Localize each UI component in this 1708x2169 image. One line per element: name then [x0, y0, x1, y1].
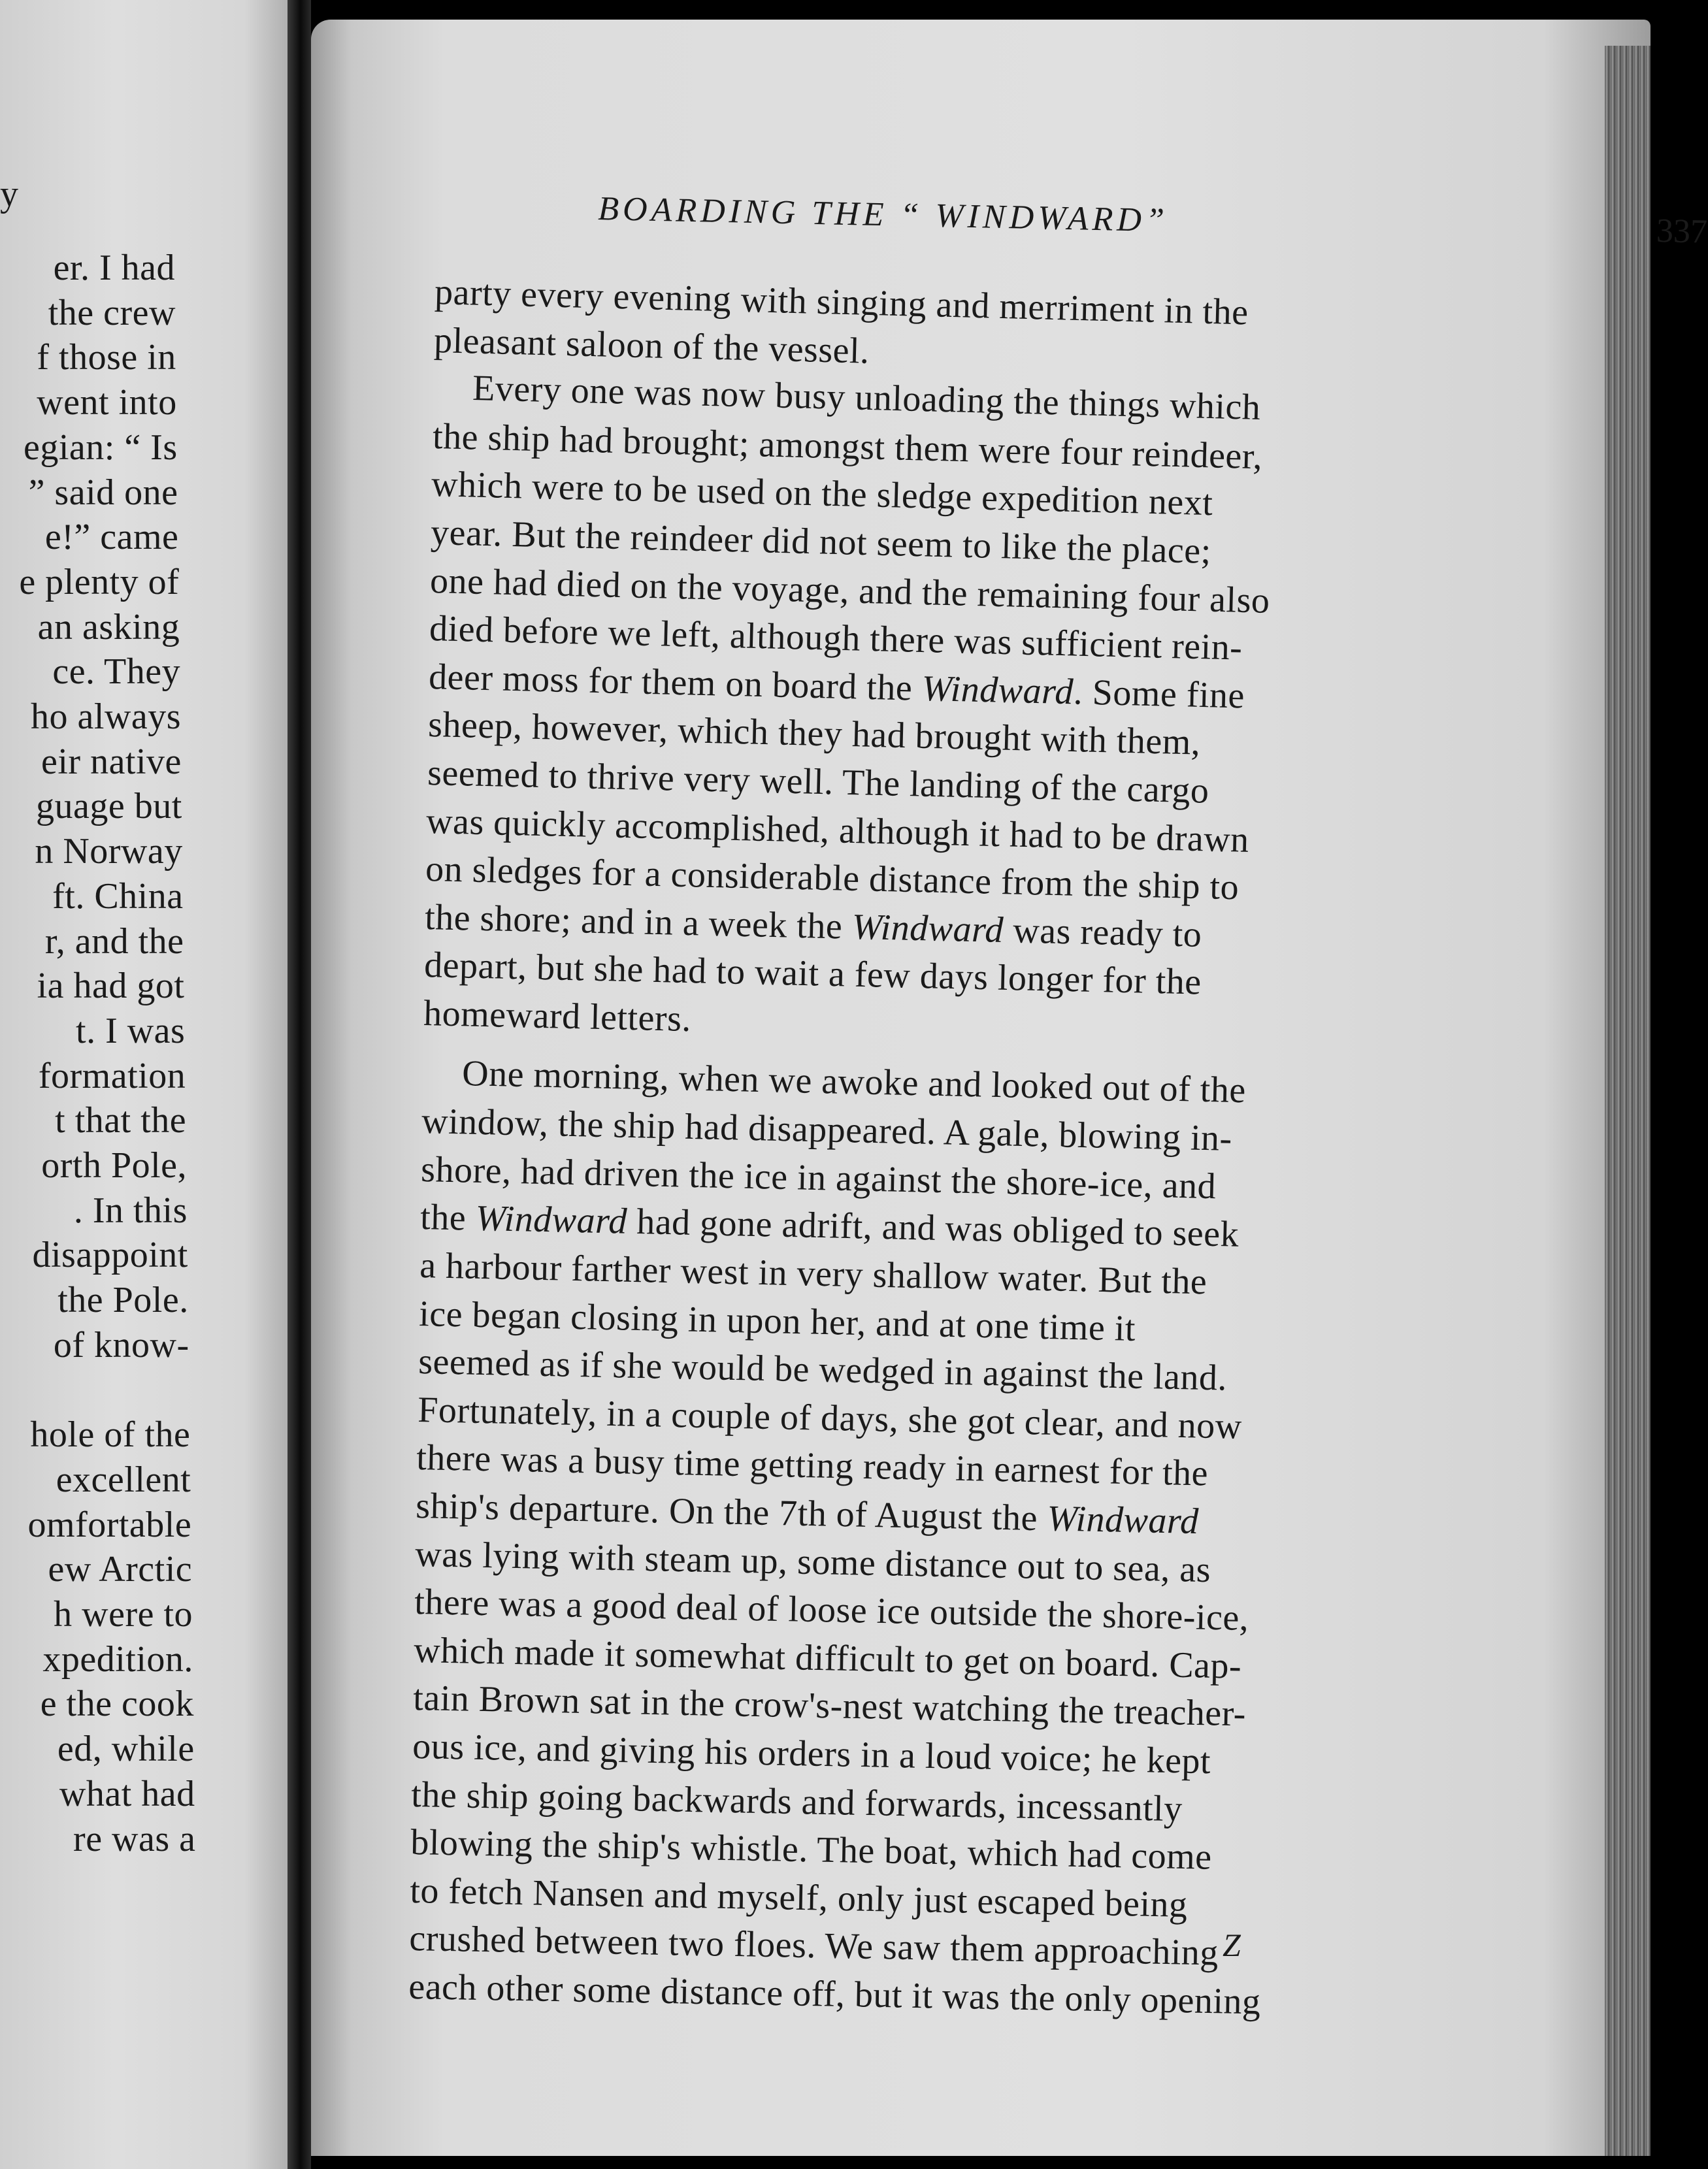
ship-name: Windward: [475, 1198, 628, 1243]
page-edges: [1605, 46, 1651, 2156]
text-line: was quickly accomplished, although it had to be drawn: [425, 800, 1250, 860]
text-line: ship's departure. On the 7th of August the Windward: [415, 1485, 1200, 1542]
text-line: to fetch Nansen and myself, only just escaped being: [409, 1870, 1189, 1925]
left-text-line: e!” came: [44, 517, 179, 558]
left-text-line: t that the: [55, 1100, 187, 1141]
left-text-line: e the cook: [40, 1684, 194, 1725]
left-text-line: omfortable: [27, 1504, 192, 1545]
text-line: ice began closing in upon her, and at one time it: [418, 1293, 1136, 1349]
left-text-line: f those in: [37, 337, 176, 378]
text-line: was lying with steam up, some distance out to sea, as: [414, 1533, 1211, 1590]
ship-name: Windward: [851, 906, 1004, 951]
text-line: window, the ship had disappeared. A gale, blowing in-: [421, 1101, 1233, 1160]
page-number: 337: [1656, 212, 1708, 251]
text-line: Every one was now busy unloading the things which: [472, 368, 1261, 429]
text-line: ous ice, and giving his orders in a loud voice; he kept: [412, 1725, 1211, 1782]
left-text-line: . In this: [73, 1190, 188, 1231]
text-line: there was a busy time getting ready in earnest for the: [416, 1437, 1209, 1494]
left-text-line: ft. China: [52, 875, 184, 917]
running-head-title: BOARDING THE “ WINDWARD”: [597, 189, 1169, 240]
text-line: blowing the ship's whistle. The boat, which had come: [410, 1822, 1213, 1878]
left-text-line: orth Pole,: [41, 1145, 187, 1186]
left-text-line: re was a: [73, 1818, 196, 1859]
text-line: sheep, however, which they had brought with them,: [427, 704, 1201, 764]
left-text-line: ” said one: [28, 472, 178, 513]
text-line: a harbour farther west in very shallow water. But the: [419, 1245, 1207, 1303]
text-line: pleasant saloon of the vessel.: [433, 319, 870, 372]
ship-name: Windward: [1047, 1498, 1200, 1542]
running-head: [597, 189, 1708, 251]
text-line: depart, but she had to wait a few days longer for the: [423, 945, 1202, 1003]
text-line: crushed between two floes. We saw them approaching: [408, 1918, 1219, 1974]
text-line: there was a good deal of loose ice outside the shore-ice,: [414, 1582, 1249, 1639]
left-text-line: formation: [38, 1055, 186, 1096]
text-line: homeward letters.: [423, 992, 692, 1040]
text-line: one had died on the voyage, and the remaining four also: [429, 560, 1271, 621]
right-page: [311, 20, 1708, 2156]
text-line: shore, had driven the ice in against the shore-ice, and: [420, 1149, 1217, 1207]
left-text-line: h were to: [54, 1594, 193, 1635]
text-line: year. But the reindeer did not seem to like the place;: [430, 512, 1212, 572]
left-text-line: hole of the: [30, 1414, 191, 1456]
text-line: deer moss for them on board the Windward. Some fine: [428, 656, 1245, 717]
left-text-line: disappoint: [32, 1235, 188, 1276]
left-text-line: e plenty of: [19, 561, 180, 602]
text-line: One morning, when we awoke and looked out of the: [461, 1052, 1246, 1111]
text-line: the ship had brought; amongst them were four reindeer,: [431, 416, 1263, 478]
left-text-line: r, and the: [44, 921, 184, 962]
left-text-line: n Norway: [35, 831, 183, 872]
text-line: which were to be used on the sledge expedition next: [431, 464, 1214, 524]
left-text-line: guage but: [36, 786, 182, 827]
text-line: each other some distance off, but it was the only opening: [408, 1966, 1261, 2023]
left-text-line: egian: “ Is: [23, 427, 178, 468]
book-spine: [287, 0, 311, 2169]
text-line: the Windward had gone adrift, and was obliged to seek: [419, 1197, 1240, 1256]
text-line: seemed as if she would be wedged in against the land.: [418, 1341, 1228, 1399]
left-text-line: ia had got: [37, 966, 185, 1007]
left-text-line: eir native: [41, 741, 182, 782]
signature-mark: Z: [1223, 1927, 1241, 1963]
left-text-line: went into: [37, 382, 177, 423]
left-text-line: ed, while: [57, 1729, 195, 1770]
left-text-line: ho always: [30, 696, 181, 737]
text-line: party every evening with singing and merriment in the: [434, 271, 1249, 333]
text-line: which made it somewhat difficult to get on board. Cap-: [413, 1629, 1242, 1687]
left-text-line: what had: [59, 1773, 195, 1814]
left-text-line: ce. They: [52, 651, 181, 693]
text-line: died before we left, although there was sufficient rein-: [429, 608, 1243, 668]
left-text-line: er. I had: [53, 248, 175, 288]
text-line: seemed to thrive very well. The landing of the cargo: [427, 752, 1209, 811]
left-text-line: ew Arctic: [48, 1549, 193, 1590]
left-text-line: xpedition.: [42, 1639, 193, 1680]
left-text-line: of know-: [53, 1324, 189, 1365]
left-page: [0, 0, 287, 2169]
left-text-line: t. I was: [76, 1010, 186, 1051]
left-text-line: the crew: [48, 292, 176, 333]
left-margin-mark: y: [0, 174, 18, 214]
text-line: the ship going backwards and forwards, incessantly: [411, 1774, 1183, 1829]
left-text-line: an asking: [37, 606, 180, 647]
text-line: the shore; and in a week the Windward was ready to: [424, 896, 1203, 955]
ship-name: Windward: [921, 668, 1074, 713]
text-line: on sledges for a considerable distance from the ship to: [425, 849, 1240, 908]
text-line: Fortunately, in a couple of days, she got clear, and now: [417, 1389, 1242, 1447]
left-text-line: excellent: [56, 1459, 191, 1500]
text-line: tain Brown sat in the crow's-nest watching the treacher-: [412, 1678, 1247, 1735]
left-text-line: the Pole.: [57, 1280, 189, 1321]
